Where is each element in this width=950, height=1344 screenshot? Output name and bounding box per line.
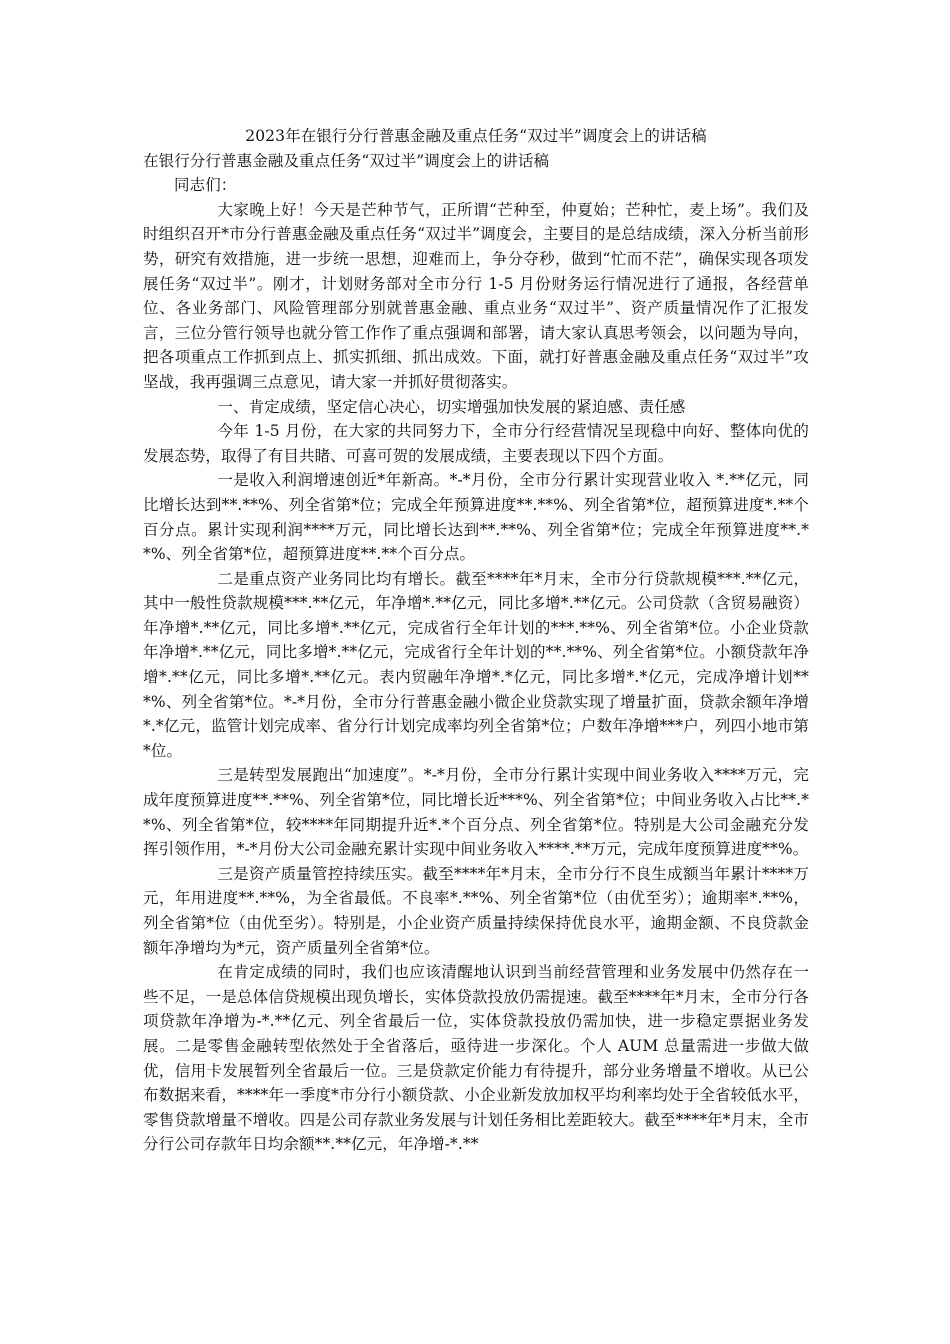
section-heading-1: 一、肯定成绩，坚定信心决心，切实增强加快发展的紧迫感、责任感 (217, 397, 686, 416)
paragraph-asset-quality: 三是资产质量管控持续压实。截至****年*月末，全市分行不良生成额当年累计****万元，年用进度**.**%，为全省最低。不良率*.**%、列全省第*位（由优至劣）；逾期率*.**%，列全省第*位（由优至劣）。特别是，小企业资产质量持续保持优良水平，逾期金额、不良贷款金额年净增均为*元，资产质量列全省第*位。 (143, 864, 809, 957)
document-subtitle: 在银行分行普惠金融及重点任务“双过半”调度会上的讲话稿 (143, 151, 550, 170)
opening-paragraph: 大家晚上好！今天是芒种节气，正所谓“芒种至，仲夏始；芒种忙，麦上场”。我们及时组织召开*市分行普惠金融及重点任务“双过半”调度会，主要目的是总结成绩，深入分析当前形势，研究有效措施，进一步统一思想，迎难而上，争分夺秒，做到“忙而不茫”，确保实现各项发展任务“双过半”。刚才，计划财务部对全市分行 1-5 月份财务运行情况进行了通报，各经营单位、各业务部门、风险管理部分别就普惠金融、重点业务“双过半”、资产质量情况作了汇报发言，三位分管行领导也就分管工作作了重点强调和部署，请大家认真思考领会，以问题为导向，把各项重点工作抓到点上、抓实抓细、抓出成效。下面，就打好普惠金融及重点任务“双过半”攻坚战，我再强调三点意见，请大家一并抓好贯彻落实。 (143, 200, 809, 391)
salutation: 同志们： (174, 176, 237, 195)
document-title: 2023年在银行分行普惠金融及重点任务“双过半”调度会上的讲话稿 (245, 127, 707, 145)
document-body (143, 124, 809, 1157)
paragraph-transformation: 三是转型发展跑出“加速度”。*-*月份，全市分行累计实现中间业务收入****万元，完成年度预算进度**.**%、列全省第*位，同比增长近***%、列全省第*位；中间业务收入占比**.**%、列全省第*位，较****年同期提升近*.*个百分点、列全省第*位。特别是大公司金融充分发挥引领作用，*-*月份大公司金融充累计实现中间业务收入****.**万元，完成年度预算进度**%。 (143, 766, 809, 859)
paragraph-asset-business: 二是重点资产业务同比均有增长。截至****年*月末，全市分行贷款规模***.**亿元，其中一般性贷款规模***.**亿元，年净增*.**亿元，同比多增*.**亿元。公司贷款（含贸易融资）年净增*.**亿元，同比多增*.**亿元，完成省行全年计划的***.**%、列全省第*位。小企业贷款年净增*.**亿元，同比多增*.**亿元，完成省行全年计划的**.**%、列全省第*位。小额贷款年净增*.**亿元，同比多增*.**亿元。表内贸融年净增*.*亿元，同比多增*.*亿元，完成净增计划***%、列全省第*位。*-*月份，全市分行普惠金融小微企业贷款实现了增量扩面，贷款余额年净增*.*亿元，监管计划完成率、省分行计划完成率均列全省第*位；户数年净增***户，列四小地市第*位。 (143, 569, 809, 760)
paragraph-overview: 今年 1-5 月份，在大家的共同努力下，全市分行经营情况呈现稳中向好、整体向优的发展态势，取得了有目共睹、可喜可贺的发展成绩，主要表现以下四个方面。 (143, 422, 809, 465)
paragraph-income-profit: 一是收入利润增速创近*年新高。*-*月份，全市分行累计实现营业收入 *.**亿元，同比增长达到**.**%、列全省第*位；完成全年预算进度**.**%、列全省第*位，超预算进度*.**个百分点。累计实现利润****万元，同比增长达到**.**%、列全省第*位；完成全年预算进度**.**%、列全省第*位，超预算进度**.**个百分点。 (143, 471, 809, 564)
paragraph-shortcomings: 在肯定成绩的同时，我们也应该清醒地认识到当前经营管理和业务发展中仍然存在一些不足，一是总体信贷规模出现负增长，实体贷款投放仍需提速。截至****年*月末，全市分行各项贷款年净增为-*.**亿元、列全省最后一位，实体贷款投放仍需加快，进一步稳定票据业务发展。二是零售金融转型依然处于全省落后，亟待进一步深化。个人 AUM 总量需进一步做大做优，信用卡发展暂列全省最后一位。三是贷款定价能力有待提升，部分业务增量不增收。从已公布数据来看，****年一季度*市分行小额贷款、小企业新发放加权平均利率均处于全省较低水平，零售贷款增量不增收。四是公司存款业务发展与计划任务相比差距较大。截至****年*月末，全市分行公司存款年日均余额**.**亿元，年净增-*.** (143, 963, 809, 1154)
